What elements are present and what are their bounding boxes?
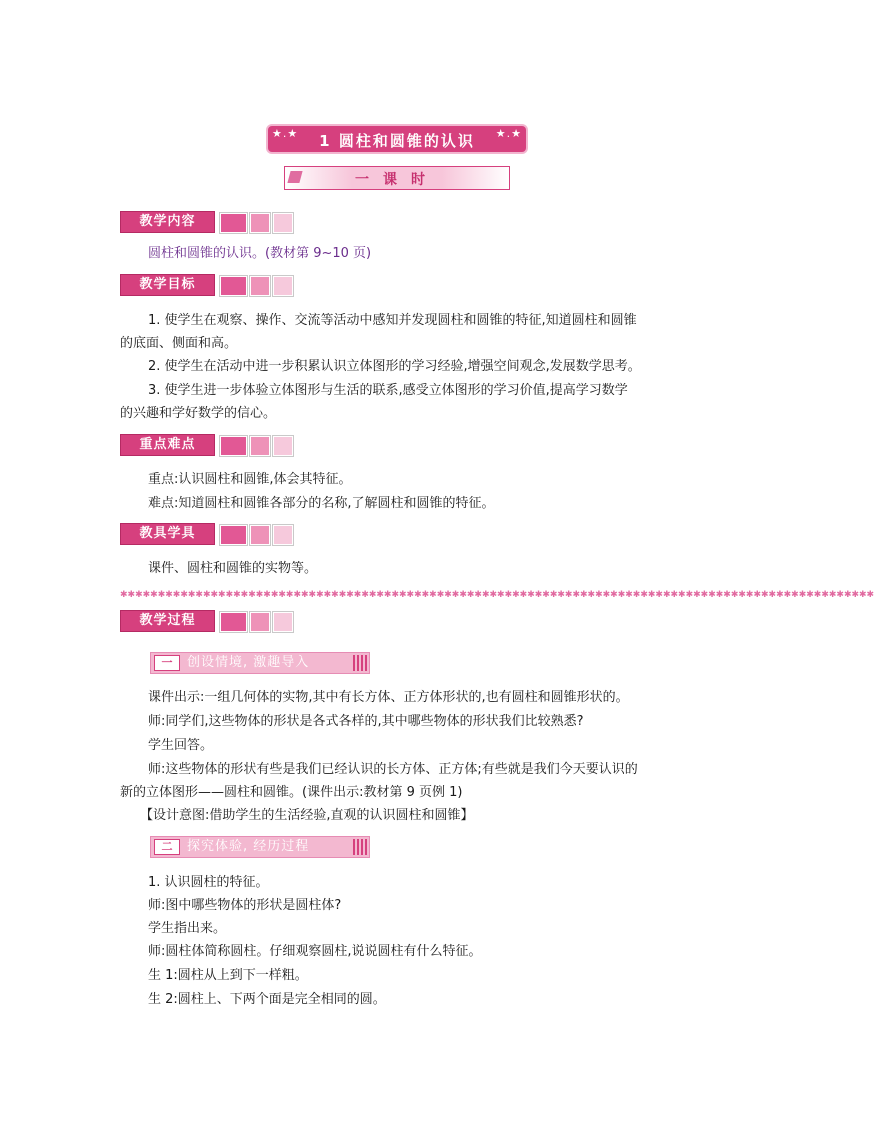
content-line: 圆柱和圆锥的认识。(教材第 9~10 页)	[148, 246, 372, 261]
explore-line: 学生指出来。	[148, 921, 227, 936]
process-line: 学生回答。	[148, 738, 214, 753]
section-label: 教具学具	[120, 523, 215, 545]
lesson-label: 一课时	[355, 172, 439, 188]
tools-line: 课件、圆柱和圆锥的实物等。	[148, 561, 318, 576]
page-title	[268, 127, 526, 151]
goal-line: 1. 使学生在观察、操作、交流等活动中感知并发现圆柱和圆锥的特征,知道圆柱和圆锥	[148, 313, 637, 328]
goal-line: 的底面、侧面和高。	[120, 336, 238, 351]
title-banner	[268, 126, 526, 152]
step-label: 创设情境, 激趣导入	[187, 655, 310, 670]
decor-square-icon	[273, 525, 293, 545]
goal-line: 的兴趣和学好数学的信心。	[120, 406, 277, 421]
stripes-icon	[353, 655, 367, 671]
dotted-divider: ✱✱✱✱✱✱✱✱✱✱✱✱✱✱✱✱✱✱✱✱✱✱✱✱✱✱✱✱✱✱✱✱✱✱✱✱✱✱✱✱✱✱✱✱✱✱✱✱✱✱✱✱✱✱✱✱✱✱✱✱✱✱✱✱✱✱✱✱✱✱✱✱✱✱✱✱✱✱✱✱✱✱✱✱✱✱✱✱✱✱✱✱✱✱✱✱✱✱✱✱	[120, 590, 874, 600]
goal-line: 2. 使学生在活动中进一步积累认识立体图形的学习经验,增强空间观念,发展数学思考。	[148, 359, 641, 374]
decor-square-icon	[250, 276, 270, 296]
chapter-number: 1	[319, 132, 332, 150]
section-label: 重点难点	[120, 434, 215, 456]
keypoint-line: 重点:认识圆柱和圆锥,体会其特征。	[148, 472, 352, 487]
goal-line: 3. 使学生进一步体验立体图形与生活的联系,感受立体图形的学习价值,提高学习数学	[148, 383, 628, 398]
section-label: 教学内容	[120, 211, 215, 233]
explore-line: 师:图中哪些物体的形状是圆柱体?	[148, 898, 342, 913]
step-banner-1	[150, 652, 370, 674]
explore-line: 1. 认识圆柱的特征。	[148, 875, 269, 890]
decor-square-icon	[273, 612, 293, 632]
process-line: 课件出示:一组几何体的实物,其中有长方体、正方体形状的,也有圆柱和圆锥形状的。	[148, 690, 629, 705]
decor-square-icon	[220, 213, 247, 233]
stripes-icon	[353, 839, 367, 855]
decor-square-icon	[220, 612, 247, 632]
explore-line: 师:圆柱体简称圆柱。仔细观察圆柱,说说圆柱有什么特征。	[148, 944, 482, 959]
decor-square-icon	[250, 213, 270, 233]
step-number: 二	[154, 839, 180, 855]
process-line: 新的立体图形——圆柱和圆锥。(课件出示:教材第 9 页例 1)	[120, 785, 463, 800]
decor-square-icon	[220, 436, 247, 456]
star-icon: ★.★	[495, 127, 522, 140]
star-icon: ★.★	[272, 127, 299, 140]
section-label: 教学过程	[120, 610, 215, 632]
decor-square-icon	[220, 276, 247, 296]
decor-square-icon	[273, 436, 293, 456]
decor-square-icon	[273, 213, 293, 233]
explore-line: 生 2:圆柱上、下两个面是完全相同的圆。	[148, 992, 386, 1007]
lesson-banner	[284, 166, 510, 190]
step-banner-2	[150, 836, 370, 858]
decor-square-icon	[273, 276, 293, 296]
section-label: 教学目标	[120, 274, 215, 296]
decor-square-icon	[250, 612, 270, 632]
explore-line: 生 1:圆柱从上到下一样粗。	[148, 968, 308, 983]
process-line: 师:这些物体的形状有些是我们已经认识的长方体、正方体;有些就是我们今天要认识的	[148, 762, 638, 777]
step-label: 探究体验, 经历过程	[187, 839, 310, 854]
design-intent: 【设计意图:借助学生的生活经验,直观的认识圆柱和圆锥】	[140, 808, 474, 823]
chapter-title: 圆柱和圆锥的认识	[338, 132, 475, 150]
decor-square-icon	[250, 525, 270, 545]
step-number: 一	[154, 655, 180, 671]
process-line: 师:同学们,这些物体的形状是各式各样的,其中哪些物体的形状我们比较熟悉?	[148, 714, 584, 729]
keypoint-line: 难点:知道圆柱和圆锥各部分的名称,了解圆柱和圆锥的特征。	[148, 496, 495, 511]
decor-square-icon	[250, 436, 270, 456]
decor-square-icon	[220, 525, 247, 545]
